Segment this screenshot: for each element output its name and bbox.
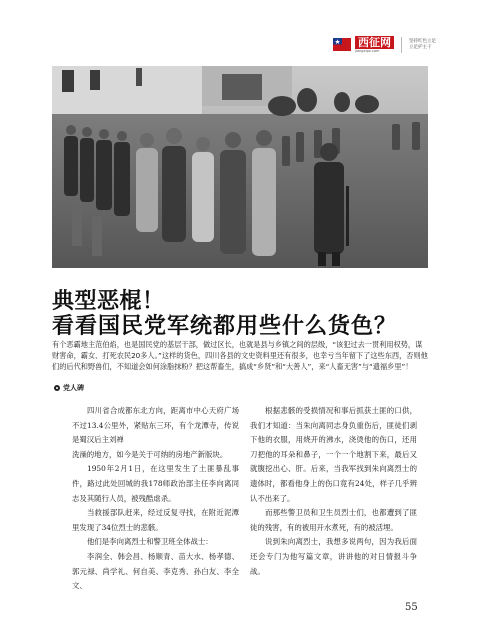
- flag-logo-icon: [333, 38, 351, 51]
- byline: [54, 383, 84, 393]
- paragraph: 当救援部队赶来，经过反复寻找，在附近泥潭里发现了34位烈士的悲骸。: [72, 508, 239, 532]
- paragraph: 而那些警卫员和卫生员烈士们，也都遭到了匪徒的残害，有的被用开水煮死，有的被活埋。: [250, 508, 417, 532]
- author-bullet-icon: [54, 385, 60, 391]
- brand-name: 西征网: [355, 36, 394, 49]
- article-title-line-1: 典型恶棍！: [52, 289, 165, 314]
- masthead-motto: 坚持红色立足 立足护主干: [409, 38, 436, 50]
- article-title-line-2: 看看国民党军统都用些什么货色？: [52, 314, 398, 339]
- author-name: 党人碑: [63, 384, 84, 392]
- paragraph: 洗澡的地方，如今是关于可纳的房地产新版块。: [72, 449, 228, 459]
- historical-photo: [52, 66, 428, 268]
- paragraph: 他们是李向离烈士和警卫班全体战士：: [87, 537, 213, 547]
- paragraph: 1950年2月1日，在这里发生了土匪暴乱事件，路过此处回城的我178师政治部主任李向离同志及其随行人员，被残酷虐杀。: [72, 464, 239, 503]
- paragraph: 李润全、韩会昌、杨顺青、苗大水、杨孝德、郭元禄、尚学礼、何自美、李克秀、孙白友、李全文、: [72, 551, 239, 591]
- page-number: 55: [405, 602, 418, 613]
- paragraph: 说到朱向离烈士，我想多说两句，因为我后面还会专门为他写篇文章，讲讲他的对日情报斗争战。: [250, 537, 417, 576]
- body-column-left: [72, 404, 239, 594]
- brand: [355, 36, 394, 54]
- paragraph: 根据悲骸的受损情况和事后抓获土匪的口供，我们才知道：当朱向离同志身负重伤后，匪徒们剥下他的衣服，用烧开的沸水，浇烫他的伤口，还用刀把他的耳朵和鼻子，一个一个地割下来，最后又就腹挖出心、肝。后来，当我军找到朱向离烈士的遗体时，都看他身上的伤口竟有24处，样子几乎辨认不出来了。: [250, 406, 417, 503]
- paragraph: 四川省合成都东北方向，距离市中心天府广场不过13.4公里外，紧贴东三环，有个龙潭寺，传说是蜀汉后主刘禅: [72, 406, 239, 445]
- brand-url: jiangxipx.com: [355, 49, 380, 53]
- article-lead: 有个恶霸地主范伯焰，也是国民党的基层干部，做过区长，也就是县与乡镇之间的层级，“该犯过去一贯利用权势，谋财害命，霸女、打死农民20多人。”这样的货色，四川各县的文史资料里还有很多，也幸亏当年留下了这些东西，否则他们的后代和野兽们，不知道会如何涂脂抹粉？把这帮畜生，搞成“乡贤”和“大善人”，来“人畜无害”与“遗福乡里”！: [52, 340, 428, 371]
- body-column-right: [250, 404, 417, 579]
- masthead: [333, 36, 436, 54]
- masthead-divider: [401, 37, 402, 53]
